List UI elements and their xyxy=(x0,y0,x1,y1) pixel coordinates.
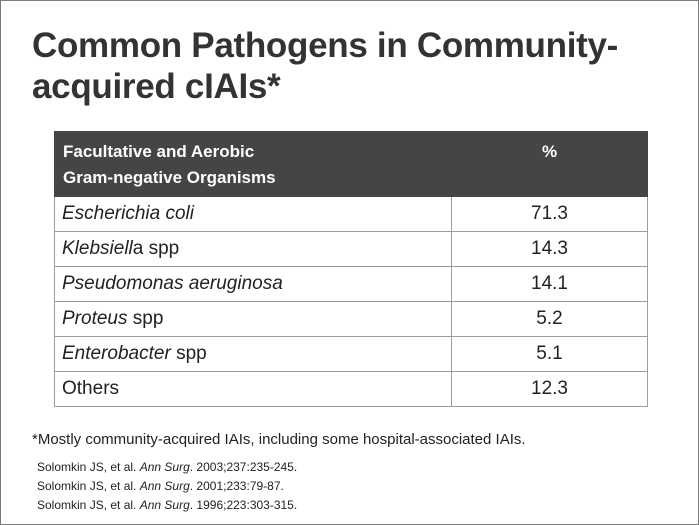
organism-rest: a spp xyxy=(132,238,180,259)
percent-cell: 5.1 xyxy=(452,337,648,372)
reference-authors: Solomkin JS, et al. xyxy=(37,498,140,512)
table-row xyxy=(55,337,648,372)
reference-item xyxy=(37,496,297,515)
table-row xyxy=(55,372,648,407)
table-row xyxy=(55,267,648,302)
reference-journal: Ann Surg xyxy=(139,498,190,512)
percent-cell: 71.3 xyxy=(452,197,648,232)
organism-cell xyxy=(55,337,452,372)
header-organisms-line-2: Gram-negative Organisms xyxy=(63,168,276,187)
footnote: *Mostly community-acquired IAIs, including some hospital-associated IAIs. xyxy=(32,431,526,448)
title-line-1: Common Pathogens in Community- xyxy=(32,26,619,65)
organism-rest: spp xyxy=(170,343,207,364)
organism-rest: spp xyxy=(127,308,164,329)
header-organisms-line-1: Facultative and Aerobic xyxy=(63,142,255,161)
reference-citation: . 2003;237:235-245. xyxy=(189,460,298,474)
organism-cell xyxy=(55,197,452,232)
table-row xyxy=(55,197,648,232)
reference-item xyxy=(37,477,297,496)
percent-cell: 14.3 xyxy=(452,232,648,267)
slide-title xyxy=(32,25,632,107)
organism-rest: Others xyxy=(62,378,120,399)
header-organisms xyxy=(55,132,452,197)
pathogen-table xyxy=(54,131,648,407)
organism-cell xyxy=(55,302,452,337)
reference-citation: . 2001;233:79-87. xyxy=(189,479,284,493)
percent-cell: 5.2 xyxy=(452,302,648,337)
references xyxy=(37,458,297,515)
organism-cell xyxy=(55,232,452,267)
table-row xyxy=(55,232,648,267)
organism-italic: Enterobacter xyxy=(62,343,171,364)
percent-cell: 12.3 xyxy=(452,372,648,407)
organism-cell xyxy=(55,372,452,407)
reference-authors: Solomkin JS, et al. xyxy=(37,479,140,493)
reference-item xyxy=(37,458,297,477)
title-line-2: acquired cIAIs* xyxy=(32,67,281,106)
table-header-row xyxy=(55,132,648,197)
organism-italic: Pseudomonas aeruginosa xyxy=(62,273,283,294)
reference-citation: . 1996;223:303-315. xyxy=(189,498,298,512)
header-percent xyxy=(452,132,648,197)
organism-cell xyxy=(55,267,452,302)
organism-italic: Klebsiell xyxy=(62,238,133,259)
reference-journal: Ann Surg xyxy=(139,460,190,474)
table-row xyxy=(55,302,648,337)
organism-italic: Proteus xyxy=(62,308,128,329)
organism-italic: Escherichia coli xyxy=(62,203,194,224)
percent-cell: 14.1 xyxy=(452,267,648,302)
reference-journal: Ann Surg xyxy=(139,479,190,493)
header-percent-label: % xyxy=(541,142,558,161)
reference-authors: Solomkin JS, et al. xyxy=(37,460,140,474)
